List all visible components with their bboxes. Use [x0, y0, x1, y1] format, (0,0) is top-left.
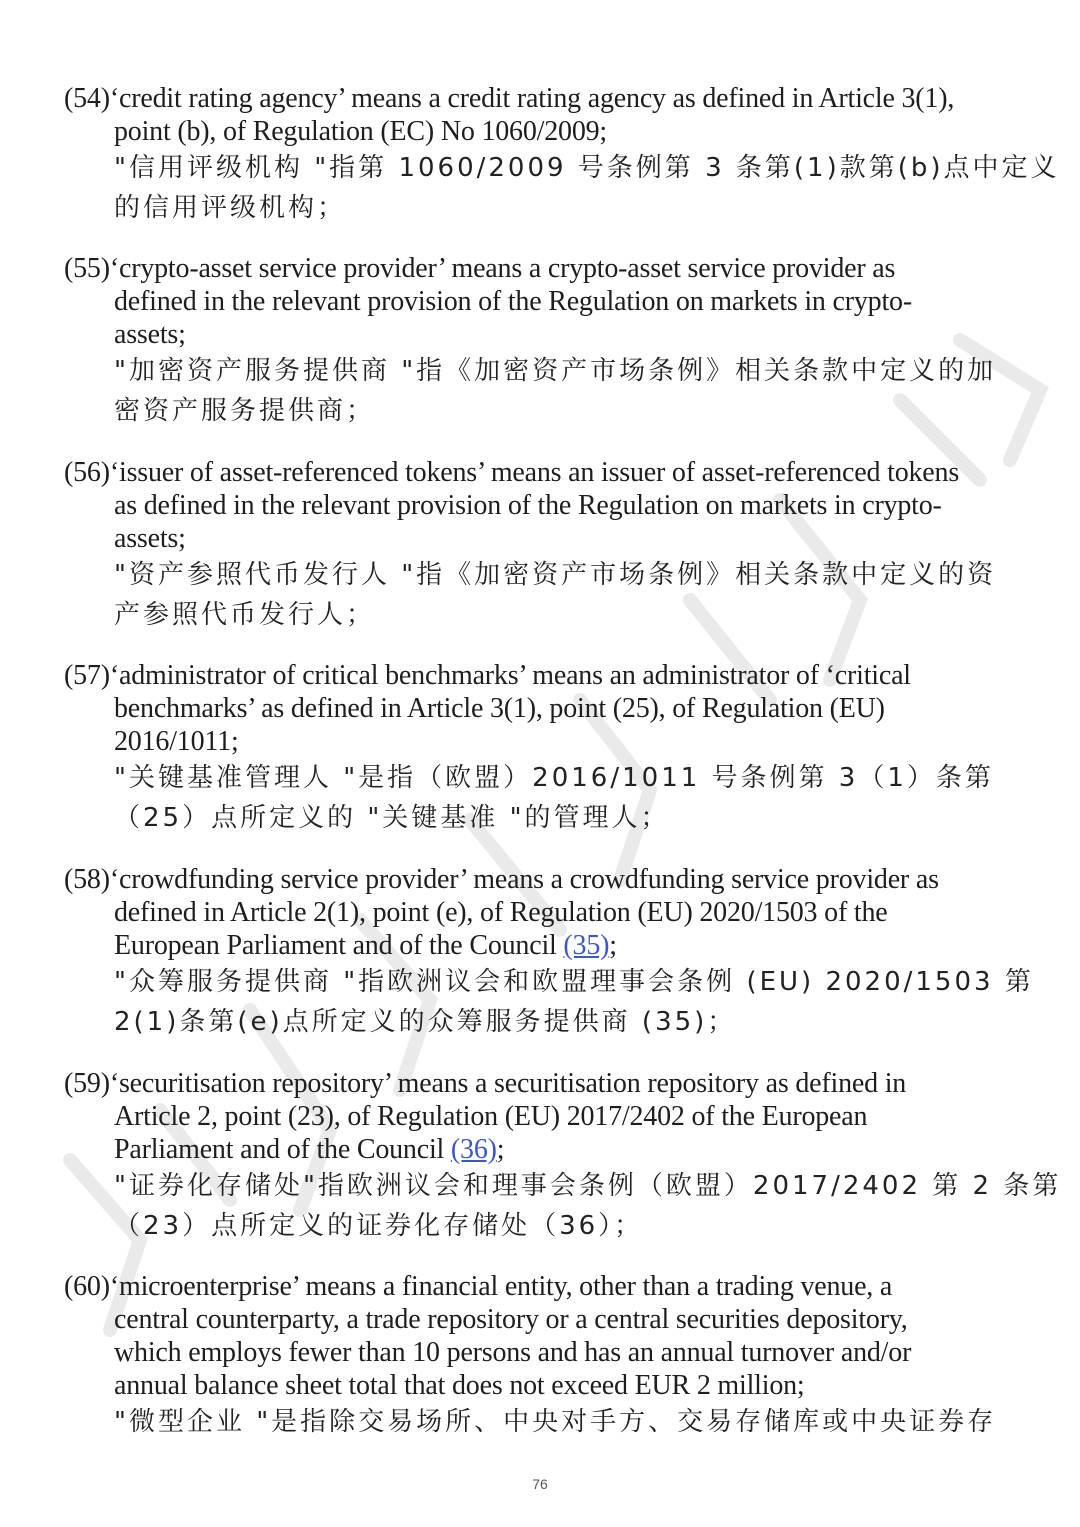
definition-zh-line: "资产参照代币发行人 "指《加密资产市场条例》相关条款中定义的资	[114, 560, 997, 590]
definition-zh-line: （23）点所定义的证券化存储处（36）；	[114, 1211, 644, 1241]
definition-en-line: which employs fewer than 10 persons and has an annual turnover and/or	[114, 1337, 912, 1368]
definition-en-line: (59)‘securitisation repository’ means a securitisation repository as defined in	[64, 1068, 907, 1099]
definition-number: (59)	[64, 1068, 110, 1099]
definition-en-line: benchmarks’ as defined in Article 3(1), point (25), of Regulation (EU)	[114, 693, 885, 724]
definition-zh-line: "关键基准管理人 "是指（欧盟）2016/1011 号条例第 3（1）条第	[114, 763, 994, 793]
definition-number: (57)	[64, 660, 110, 691]
definition-54	[64, 82, 1060, 228]
definition-55	[64, 252, 1024, 431]
definition-en-line: (55)‘crypto-asset service provider’ means a crypto-asset service provider as	[64, 253, 896, 284]
definition-zh-line: "微型企业 "是指除交易场所、中央对手方、交易存储库或中央证券存	[114, 1407, 997, 1437]
definition-en-line: central counterparty, a trade repository or a central securities depository,	[114, 1304, 908, 1335]
definition-zh-line: "信用评级机构 "指第 1060/2009 号条例第 3 条第(1)款第(b)点中定义	[114, 153, 1060, 183]
definition-en-line: 2016/1011;	[114, 726, 239, 757]
definition-57	[64, 659, 1024, 838]
footnote-link-36[interactable]: (36)	[450, 1134, 497, 1165]
definition-number: (55)	[64, 253, 110, 284]
definition-en-line: (58)‘crowdfunding service provider’ means a crowdfunding service provider as	[64, 864, 939, 895]
definition-number: (60)	[64, 1271, 110, 1302]
definition-58	[64, 863, 1034, 1042]
definition-en-line: (60)‘microenterprise’ means a financial entity, other than a trading venue, a	[64, 1271, 893, 1302]
definition-en-line: Article 2, point (23), of Regulation (EU) 2017/2402 of the European	[114, 1101, 868, 1132]
page-number: 76	[532, 1476, 548, 1492]
definition-en-line: assets;	[114, 319, 186, 350]
definition-zh-line: "加密资产服务提供商 "指《加密资产市场条例》相关条款中定义的加	[114, 356, 997, 386]
definition-zh-line: 2(1)条第(e)点所定义的众筹服务提供商 (35)；	[114, 1007, 737, 1037]
definition-en-line: defined in Article 2(1), point (e), of Regulation (EU) 2020/1503 of the	[114, 897, 888, 928]
definition-en-line: defined in the relevant provision of the Regulation on markets in crypto-	[114, 286, 912, 317]
definition-en-line: Parliament and of the Council (36);	[114, 1134, 505, 1165]
definition-en-line: point (b), of Regulation (EC) No 1060/2009;	[114, 116, 608, 147]
definition-en-line: (54)‘credit rating agency’ means a credit rating agency as defined in Article 3(1),	[64, 83, 955, 114]
definition-zh-line: 密资产服务提供商；	[114, 396, 376, 426]
definition-en-line: annual balance sheet total that does not exceed EUR 2 million;	[114, 1370, 805, 1401]
definition-zh-line: （25）点所定义的 "关键基准 "的管理人；	[114, 803, 670, 833]
definition-zh-line: 的信用评级机构；	[114, 193, 347, 223]
definition-number: (58)	[64, 864, 110, 895]
definition-zh-line: "证券化存储处"指欧洲议会和理事会条例（欧盟）2017/2402 第 2 条第	[114, 1171, 1062, 1201]
definition-en-line: (56)‘issuer of asset-referenced tokens’ means an issuer of asset-referenced tokens	[64, 457, 960, 488]
footnote-link-35[interactable]: (35)	[563, 930, 610, 961]
definition-zh-line: "众筹服务提供商 "指欧洲议会和欧盟理事会条例 (EU) 2020/1503 第	[114, 967, 1034, 997]
definition-56	[64, 456, 1024, 635]
definition-number: (56)	[64, 457, 110, 488]
definition-en-line: European Parliament and of the Council (35);	[114, 930, 617, 961]
definition-en-line: as defined in the relevant provision of the Regulation on markets in crypto-	[114, 490, 942, 521]
definition-59	[64, 1067, 1062, 1246]
definition-en-line: assets;	[114, 523, 186, 554]
definition-en-line: (57)‘administrator of critical benchmarks’ means an administrator of ‘critical	[64, 660, 911, 691]
definition-zh-line: 产参照代币发行人；	[114, 600, 376, 630]
definition-number: (54)	[64, 83, 110, 114]
definition-60	[64, 1270, 1024, 1442]
